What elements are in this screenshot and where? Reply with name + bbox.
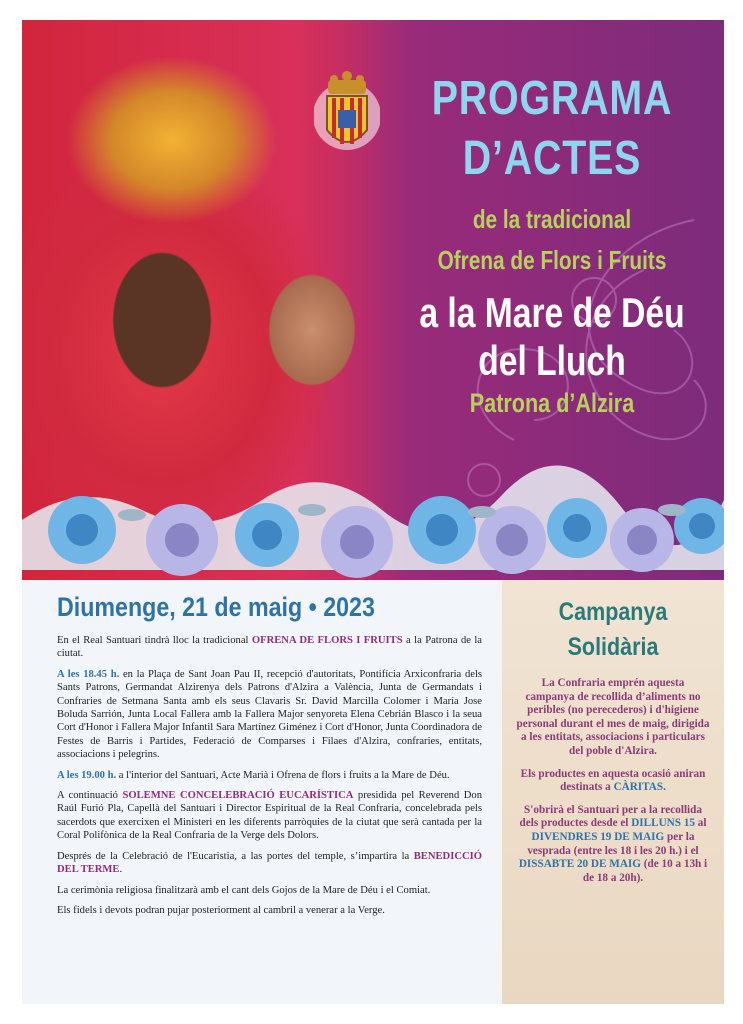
subtitle-line-1: de la tradicional (472, 204, 632, 234)
highlight-benediccio: BENEDICCIÓ DEL TERME (57, 850, 482, 876)
program-paragraph-2: A les 19.00 h. a l'interior del Santuari, Acte Marià i Ofrena de flors i fruits a la Mare de Déu. (57, 769, 450, 781)
time-1845: A les 18.45 h. (57, 668, 120, 680)
event-date: Diumenge, 21 de maig • 2023 (57, 592, 375, 622)
poster (22, 20, 724, 1004)
program-text (57, 634, 482, 924)
campaign-text (516, 677, 710, 894)
program-paragraph-6: Els fidels i devots podran pujar posteriorment al cambril a venerar a la Verge. (57, 904, 385, 916)
program-section (22, 580, 496, 1004)
main-title-line-1: a la Mare de Déu (419, 289, 685, 336)
highlight-dissabte: DISSABTE 20 DE MAIG (518, 858, 641, 871)
program-intro: En el Real Santuari tindrà lloc la tradicional OFRENA DE FLORS I FRUITS a la Patrona de la ciutat. (57, 635, 482, 660)
highlight-dilluns: DILLUNS 15 (631, 817, 695, 830)
program-paragraph-3: A continuació SOLEMNE CONCELEBRACIÓ EUCARÍSTICA presidida pel Reverend Don Raúl Furió Pla, Capellà del Santuari i Director Espiritual de la Real Confraria, concelebrada pels sacerdots que exercixen el Ministeri en les diferents parròquies de la ciutat que serà cantada per la Coral Polifònica de la Real Confraria de la Verge dels Dolors. (57, 790, 482, 842)
campaign-section (502, 580, 724, 1004)
title-line-1: PROGRAMA (431, 72, 673, 125)
highlight-divendres: DIVENDRES 19 DE MAIG (531, 830, 665, 843)
highlight-eucharist: SOLEMNE CONCELEBRACIÓ EUCARÍSTICA (122, 790, 354, 802)
highlight-ofrena: OFRENA DE FLORS I FRUITS (251, 635, 403, 646)
program-paragraph-4: Després de la Celebració de l'Eucaristia, a las portes del temple, s’impartira la BENEDICCIÓ DEL TERME. (57, 850, 482, 876)
campaign-paragraph-2: Els productes en aquesta ocasió aniran destinats a CÀRITAS. (520, 767, 706, 794)
main-title-line-2: del Lluch (478, 337, 626, 384)
campaign-paragraph-3: S'obrirà el Santuari per a la recollida dels productes desde el DILLUNS 15 al DIVENDRES 19 DE MAIG per la vesprada (entre les 18 i les 20 h.) i el DISSABTE 20 DE MAIG (de 10 a 13h i de 18 a 20h). (518, 803, 708, 884)
time-1900: A les 19.00 h. (57, 769, 117, 781)
highlight-caritas: CÀRITAS. (613, 781, 666, 794)
coat-of-arms-icon (314, 68, 380, 164)
program-paragraph-1: A les 18.45 h. en la Plaça de Sant Joan Pau II, recepció d'autoritats, Pontifícia Arxiconfraria dels Sants Patrons, Germandat Alzirenya dels Patrons d'Alzira a València, Junta de Germandats i Confraries de Setmana Santa amb els seus Clavaris Sr. David Marcilla Colomer i María Jose Boluda Sarrión, Junta Local Fallera amb la Fallera Major senyoreta Elena Cebrián Blasco i la seua Cort d'Honor i Fallera Major Infantil Sara Martínez Giménez i Cort d'Honor, Junta Coordinadora de Festes de Barris i Partides, Federació de Comparses i Filaes d'Alzira, confraries, entitats, associacions i pelegrins. (57, 668, 483, 761)
patrona-line: Patrona d’Alzira (469, 388, 635, 418)
title-line-2: D’ACTES (462, 132, 642, 185)
program-paragraph-5: La cerimònia religiosa finalitzarà amb el cant dels Gojos de la Mare de Déu i el Comiat. (57, 884, 431, 896)
campaign-title-line-1: Campanya (558, 598, 668, 626)
subtitle-line-2: Ofrena de Flors i Fruits (437, 245, 667, 275)
campaign-paragraph-1: La Confraria emprén aquesta campanya de recollida d’aliments no peribles (no perecederos) i d'higiene personal durant el mes de maig, dirigida a les entitats, associacions i particulars del poble d'Alzira. (516, 677, 710, 757)
campaign-title-line-2: Solidària (567, 633, 659, 661)
